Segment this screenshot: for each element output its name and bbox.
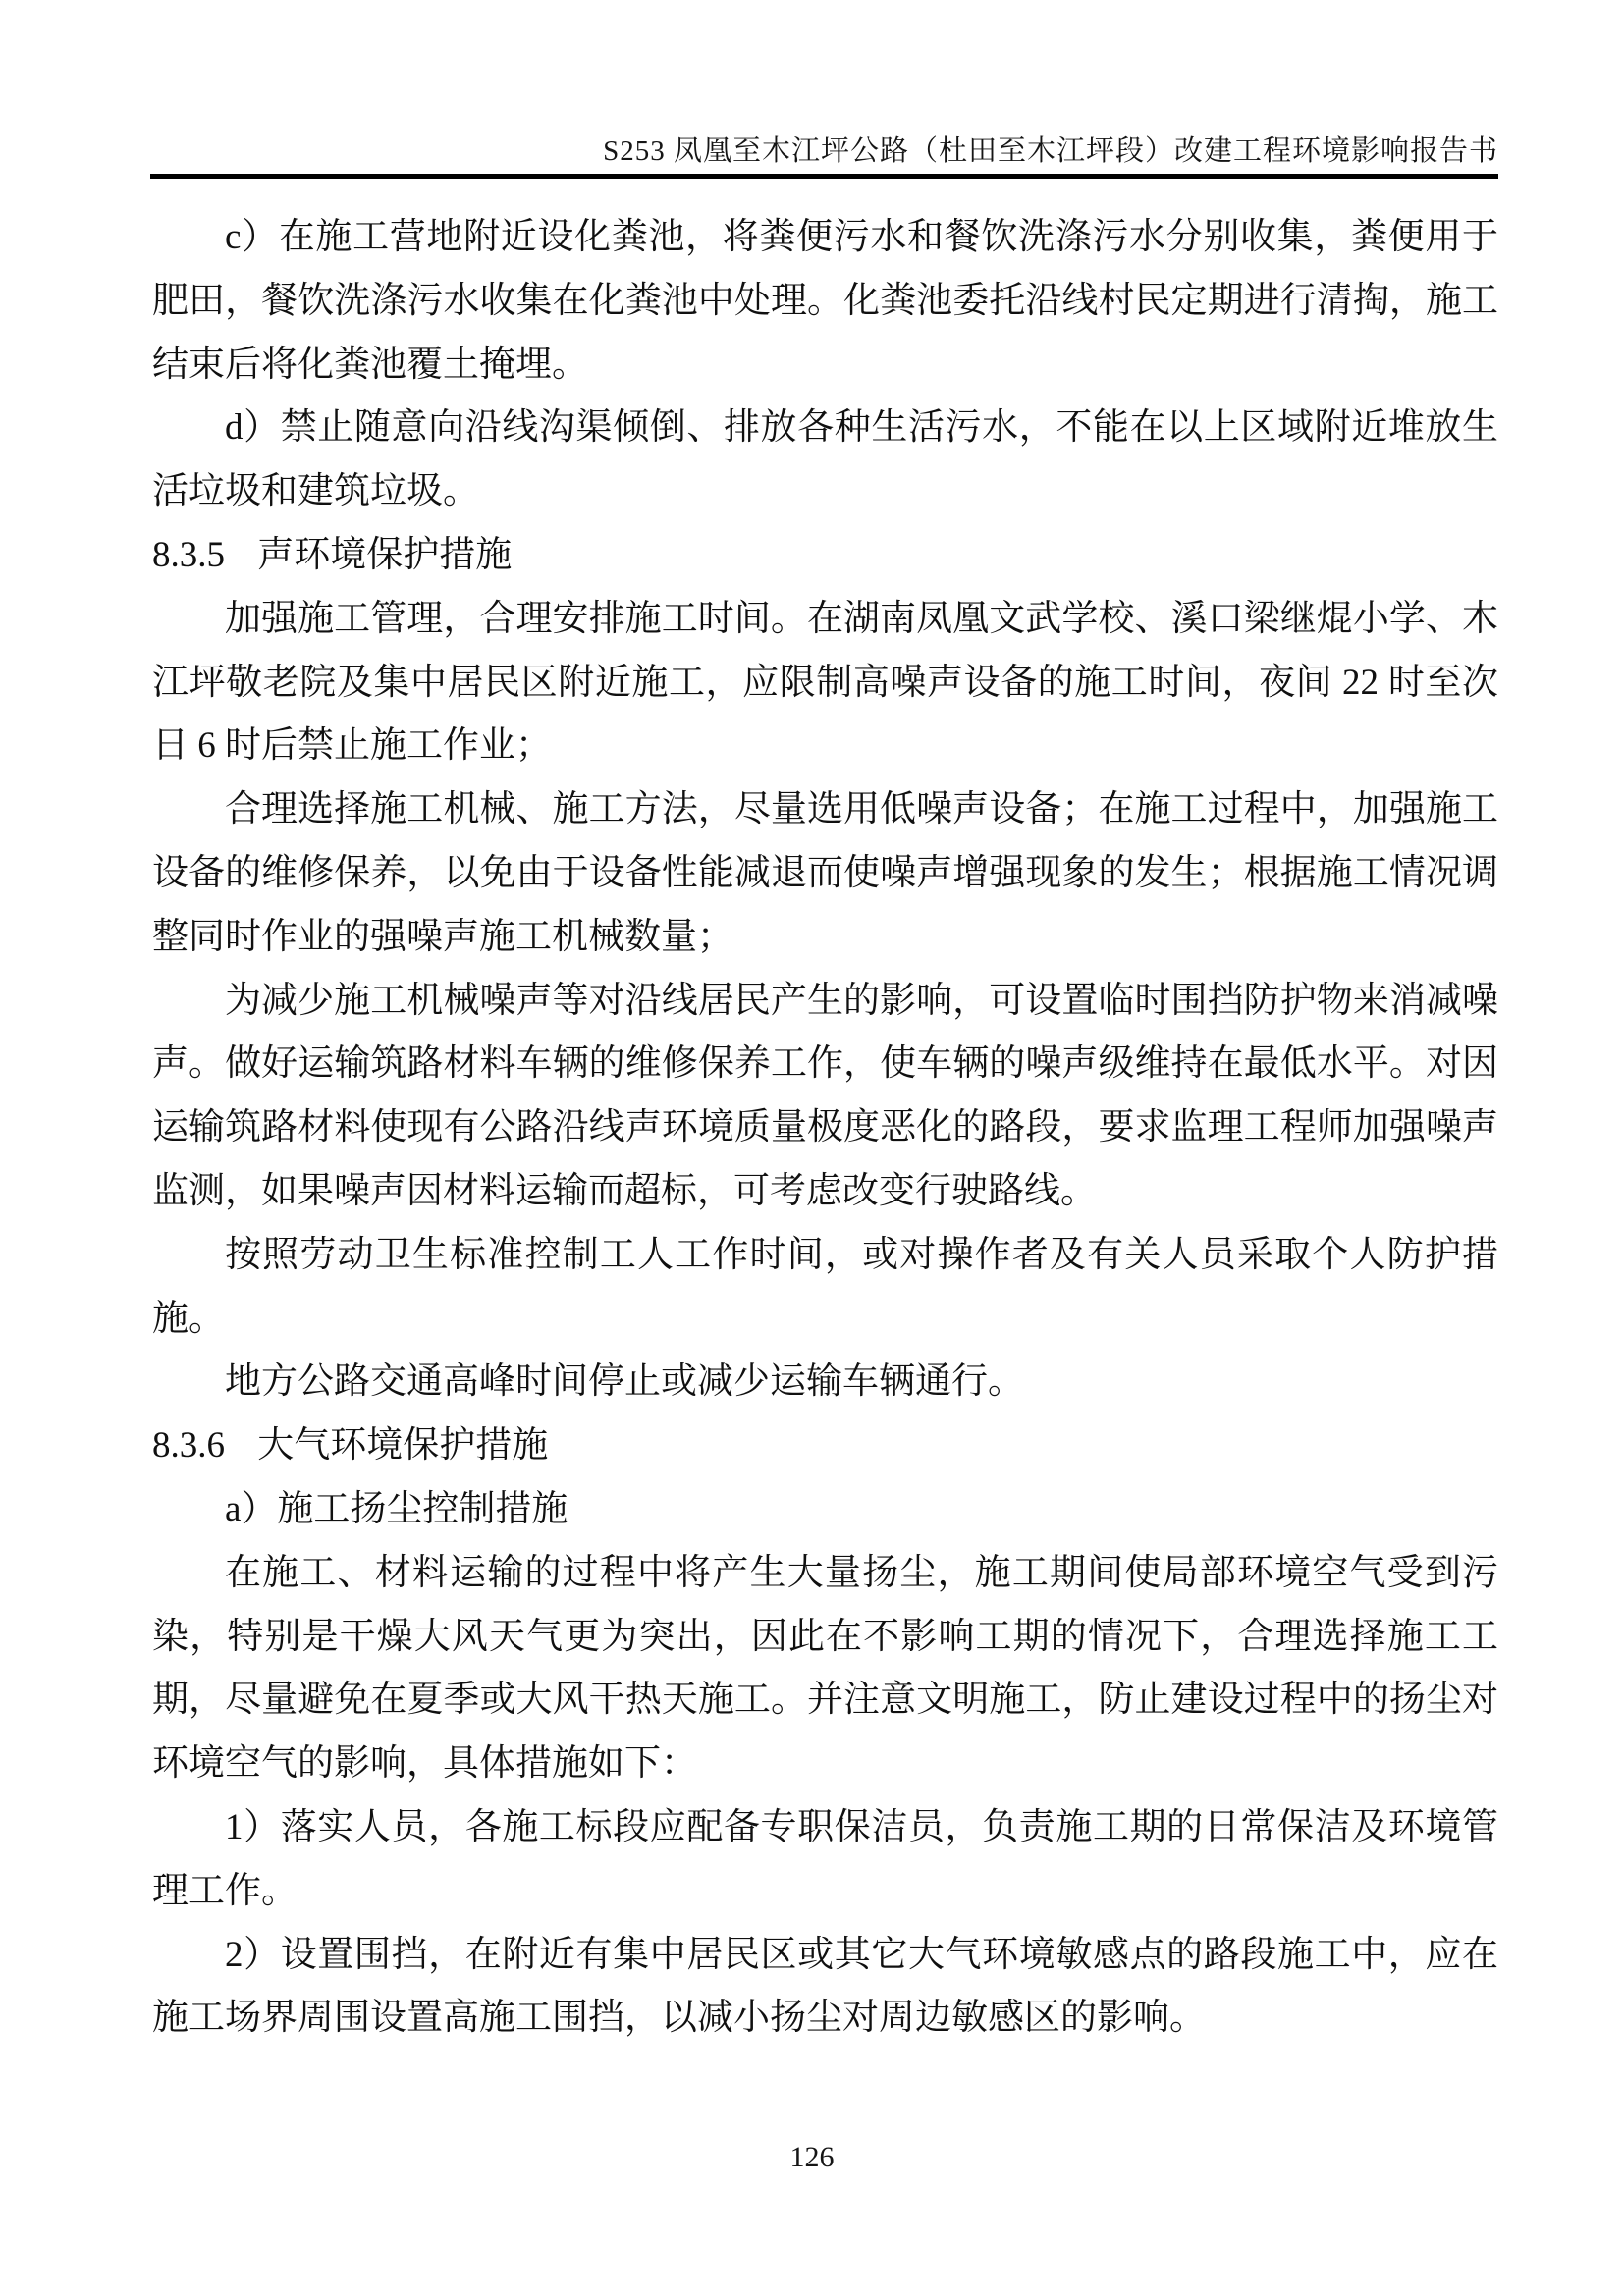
paragraph: 按照劳动卫生标准控制工人工作时间，或对操作者及有关人员采取个人防护措施。 — [152, 1234, 1498, 1339]
paragraph: 加强施工管理，合理安排施工时间。在湖南凤凰文武学校、溪口梁继焜小学、木江坪敬老院及集中居民区附近施工，应限制高噪声设备的施工时间，夜间 22 时至次日 6 时后禁止施工作业； — [152, 598, 1498, 767]
paragraph-item-c: c）在施工营地附近设化粪池，将粪便污水和餐饮洗涤污水分别收集，粪便用于肥田，餐饮洗涤污水收集在化粪池中处理。化粪池委托沿线村民定期进行清掏，施工结束后将化粪池覆土掩埋。 — [152, 217, 1498, 385]
header-title: S253 凤凰至木江坪公路（杜田至木江坪段）改建工程环境影响报告书 — [603, 135, 1498, 167]
paragraph-item-1: 1）落实人员，各施工标段应配备专职保洁员，负责施工期的日常保洁及环境管理工作。 — [152, 1806, 1498, 1911]
section-number: 8.3.5 — [152, 534, 225, 575]
section-number: 8.3.6 — [152, 1425, 225, 1467]
section-heading-8-3-6 — [152, 1415, 1498, 1478]
section-heading-8-3-5 — [152, 524, 1498, 588]
section-title: 声环境保护措施 — [257, 534, 513, 575]
paragraph: 合理选择施工机械、施工方法，尽量选用低噪声设备；在施工过程中，加强施工设备的维修保养，以免由于设备性能减退而使噪声增强现象的发生；根据施工情况调整同时作业的强噪声施工机械数量； — [152, 789, 1498, 957]
paragraph: 地方公路交通高峰时间停止或减少运输车辆通行。 — [225, 1362, 1024, 1403]
paragraph-item-d: d）禁止随意向沿线沟渠倾倒、排放各种生活污水，不能在以上区域附近堆放生活垃圾和建筑垃圾。 — [152, 407, 1498, 512]
document-body — [152, 206, 1498, 2051]
paragraph-item-a: a）施工扬尘控制措施 — [225, 1488, 568, 1529]
page-number: 126 — [789, 2141, 835, 2173]
page-footer — [0, 2138, 1624, 2177]
page-header — [150, 133, 1498, 179]
paragraph-item-2: 2）设置围挡，在附近有集中居民区或其它大气环境敏感点的路段施工中，应在施工场界周围设置高施工围挡，以减小扬尘对周边敏感区的影响。 — [152, 1934, 1498, 2039]
paragraph: 在施工、材料运输的过程中将产生大量扬尘，施工期间使局部环境空气受到污染，特别是干燥大风天气更为突出，因此在不影响工期的情况下，合理选择施工工期，尽量避免在夏季或大风干热天施工。并注意文明施工，防止建设过程中的扬尘对环境空气的影响，具体措施如下： — [152, 1552, 1498, 1785]
paragraph: 为减少施工机械噪声等对沿线居民产生的影响，可设置临时围挡防护物来消减噪声。做好运输筑路材料车辆的维修保养工作，使车辆的噪声级维持在最低水平。对因运输筑路材料使现有公路沿线声环境质量极度恶化的路段，要求监理工程师加强噪声监测，如果噪声因材料运输而超标，可考虑改变行驶路线。 — [152, 980, 1498, 1211]
section-title: 大气环境保护措施 — [257, 1425, 549, 1467]
